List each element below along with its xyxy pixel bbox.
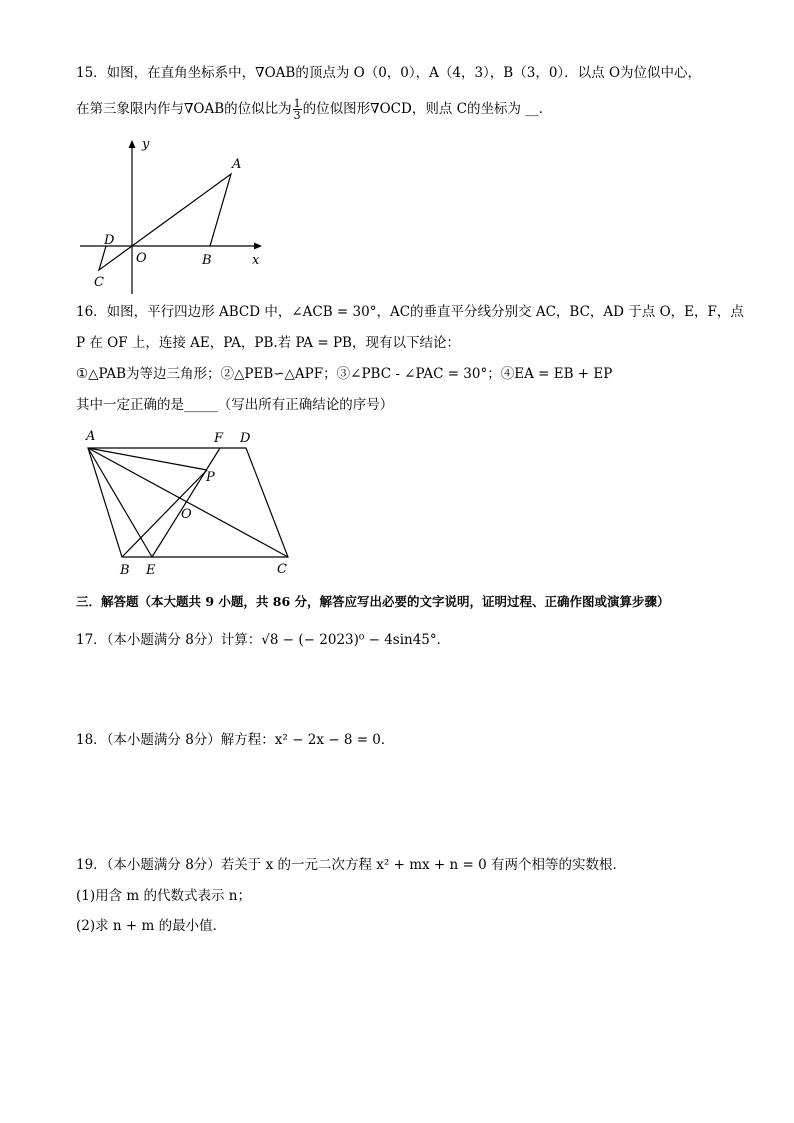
x-axis-arrow (254, 243, 262, 250)
q15-line2-post: 的位似图形∇OCD，则点 C的坐标为 __． (302, 101, 553, 117)
q19-part1: (1)用含 m 的代数式表示 n； (76, 888, 251, 904)
label-x: x (252, 253, 260, 268)
q15-line2 (76, 98, 552, 121)
ratio-denominator: 3 (293, 109, 301, 122)
segment-AP (88, 448, 207, 470)
label-P: P (206, 470, 215, 485)
q16-line4: 其中一定正确的是_____（写出所有正确结论的序号） (76, 397, 394, 413)
label-O: O (136, 251, 147, 266)
q16-parallelogram-figure (80, 424, 300, 580)
bisector-EF (152, 448, 220, 557)
q16-line3: ①△PAB为等边三角形；②△PEB∽△APF；③∠PBC - ∠PAC = 30°；④EA = EB + EP (76, 366, 613, 382)
label-D2: D (240, 431, 251, 446)
segment-PB (122, 470, 207, 557)
q18-text: 18．（本小题满分 8分）解方程：x² − 2x − 8 = 0． (76, 732, 395, 748)
section3-heading: 三．解答题（本大题共 9 小题，共 86 分，解答应写出必要的文字说明，证明过程、正确作图或演算步骤） (76, 594, 670, 609)
q15-coordinate-figure (74, 134, 274, 294)
triangle-OAB (132, 174, 231, 246)
q16-line1: 16．如图，平行四边形 ABCD 中，∠ACB = 30°，AC的垂直平分线分别交 AC，BC，AD 于点 O，E，F，点 (76, 304, 744, 320)
label-A: A (232, 157, 242, 172)
q15-line1: 15．如图，在直角坐标系中，∇OAB的顶点为 O（0，0），A（4，3），B（3，0）．以点 O为位似中心， (76, 65, 702, 81)
q16-line2: P 在 OF 上，连接 AE，PA，PB.若 PA = PB，现有以下结论： (76, 335, 460, 351)
label-A2: A (86, 429, 96, 444)
diagonal-AC (88, 448, 288, 557)
label-D: D (104, 233, 115, 248)
q19-line1: 19．（本小题满分 8分）若关于 x 的一元二次方程 x² + mx + n = 0 有两个相等的实数根． (76, 857, 626, 873)
label-B: B (202, 253, 212, 268)
label-F: F (214, 431, 224, 446)
label-y: y (142, 137, 150, 152)
q17-text: 17．（本小题满分 8分）计算：√8 − (− 2023)⁰ − 4sin45°． (76, 632, 451, 648)
segment-AE (88, 448, 152, 557)
triangle-OCD (99, 246, 132, 270)
label-E: E (146, 563, 156, 578)
label-B2: B (120, 563, 130, 578)
y-axis-arrow (129, 140, 136, 148)
label-C2: C (277, 562, 287, 577)
label-C: C (94, 275, 104, 290)
ratio-numerator: 1 (293, 97, 301, 110)
q15-line2-pre: 在第三象限内作与∇OAB的位似比为 (76, 101, 292, 117)
label-O2: O (181, 507, 192, 522)
q19-part2: (2)求 n + m 的最小值． (76, 918, 227, 934)
ratio-fraction (293, 98, 302, 121)
